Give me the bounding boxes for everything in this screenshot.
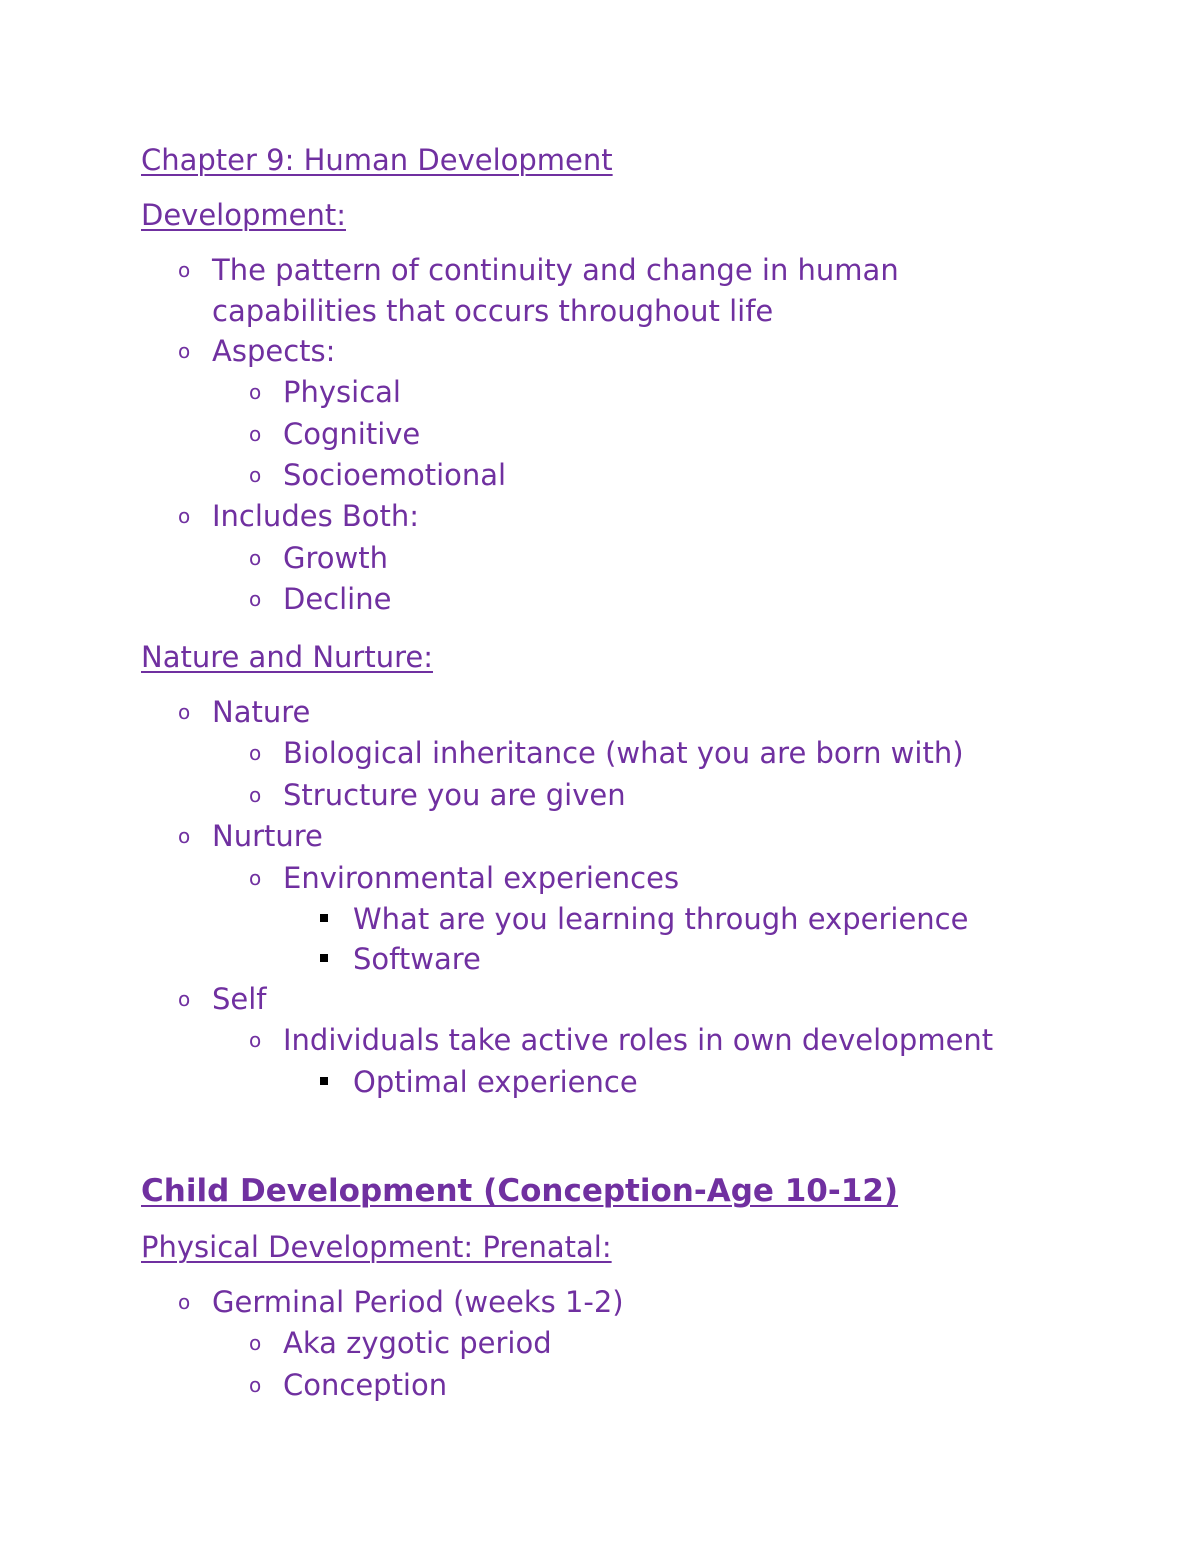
- hollow-bullet-icon: o: [178, 504, 191, 528]
- list-item: Aka zygotic period: [283, 1326, 552, 1360]
- list-item: Self: [212, 982, 267, 1016]
- hollow-bullet-icon: o: [249, 1331, 262, 1355]
- major-heading: Child Development (Conception-Age 10-12): [141, 1173, 899, 1209]
- list-item: Germinal Period (weeks 1-2): [212, 1285, 624, 1319]
- hollow-bullet-icon: o: [178, 339, 191, 363]
- hollow-bullet-icon: o: [249, 741, 262, 765]
- hollow-bullet-icon: o: [178, 258, 191, 282]
- list-item: Individuals take active roles in own development: [283, 1023, 994, 1057]
- square-bullet-icon: [320, 954, 328, 962]
- hollow-bullet-icon: o: [249, 783, 262, 807]
- list-item: Structure you are given: [283, 778, 626, 812]
- hollow-bullet-icon: o: [178, 824, 191, 848]
- hollow-bullet-icon: o: [178, 1290, 191, 1314]
- hollow-bullet-icon: o: [249, 380, 262, 404]
- subsection-heading: Physical Development: Prenatal:: [141, 1230, 612, 1264]
- list-item: Cognitive: [283, 417, 421, 451]
- hollow-bullet-icon: o: [249, 1373, 262, 1397]
- square-bullet-icon: [320, 914, 328, 922]
- hollow-bullet-icon: o: [178, 987, 191, 1011]
- list-item: Nurture: [212, 819, 323, 853]
- list-item: Biological inheritance (what you are born with): [283, 736, 964, 770]
- list-item: The pattern of continuity and change in human: [212, 253, 899, 287]
- list-item: Includes Both:: [212, 499, 420, 533]
- page-title: Chapter 9: Human Development: [141, 143, 613, 177]
- hollow-bullet-icon: o: [178, 700, 191, 724]
- section-heading-nature-nurture: Nature and Nurture:: [141, 640, 433, 674]
- list-item: Decline: [283, 582, 392, 616]
- hollow-bullet-icon: o: [249, 866, 262, 890]
- hollow-bullet-icon: o: [249, 546, 262, 570]
- hollow-bullet-icon: o: [249, 1028, 262, 1052]
- list-item: Physical: [283, 375, 401, 409]
- list-item: Nature: [212, 695, 311, 729]
- list-item-continuation: capabilities that occurs throughout life: [212, 294, 774, 328]
- hollow-bullet-icon: o: [249, 587, 262, 611]
- list-item: Conception: [283, 1368, 448, 1402]
- list-item: Growth: [283, 541, 388, 575]
- list-item: Socioemotional: [283, 458, 507, 492]
- list-item: Software: [353, 942, 481, 976]
- hollow-bullet-icon: o: [249, 422, 262, 446]
- list-item: Aspects:: [212, 334, 336, 368]
- list-item: Optimal experience: [353, 1065, 638, 1099]
- list-item: What are you learning through experience: [353, 902, 969, 936]
- square-bullet-icon: [320, 1077, 328, 1085]
- section-heading-development: Development:: [141, 198, 346, 232]
- hollow-bullet-icon: o: [249, 463, 262, 487]
- list-item: Environmental experiences: [283, 861, 680, 895]
